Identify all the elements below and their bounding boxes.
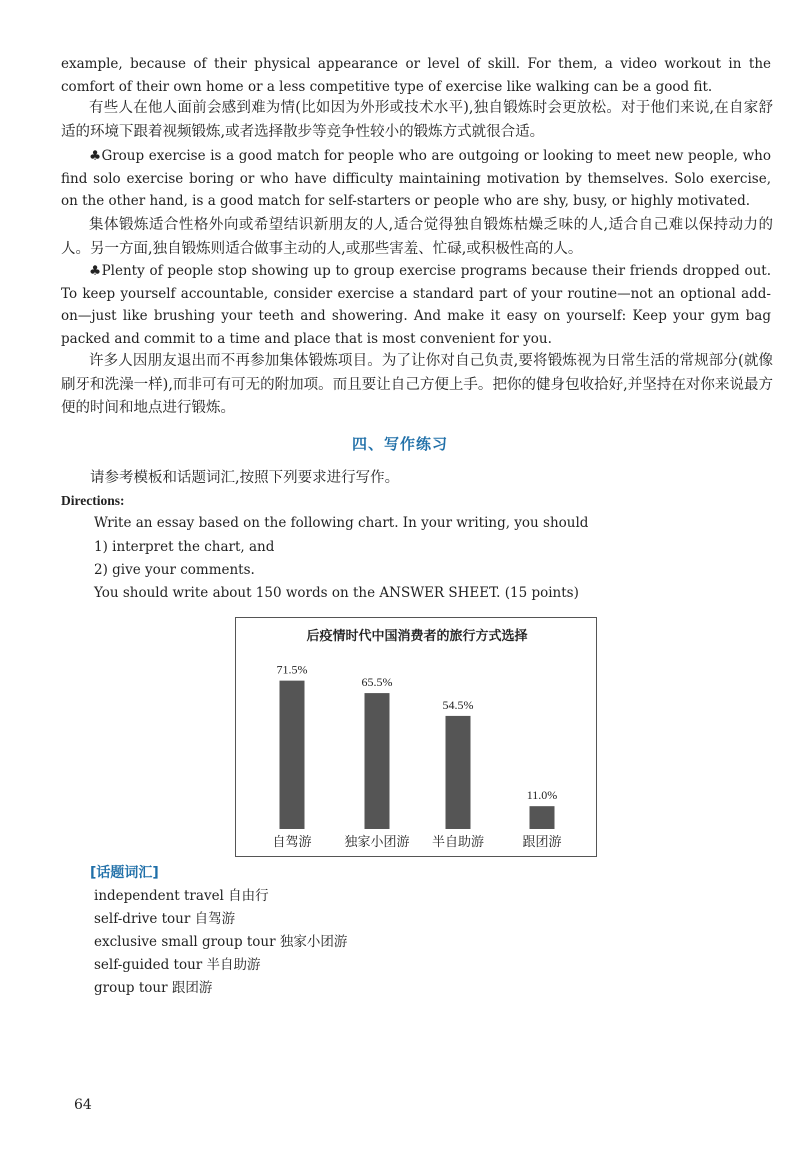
chart-title: 后疫情时代中国消费者的旅行方式选择	[306, 629, 528, 644]
paragraph-2-chinese: 集体锻炼适合性格外向或希望结识新朋友的人,适合觉得独自锻炼枯燥乏味的人,适合自己难以保持动力的人。另一方面,独自锻炼则适合做事主动的人,或那些害羞、忙碌,或积极性高的人。	[61, 217, 773, 257]
paragraph-3-chinese: 许多人因朋友退出而不再参加集体锻炼项目。为了让你对自己负责,要将锻炼视为日常生活的常规部分(就像刷牙和洗澡一样),而非可有可无的附加项。而且要让自己方便上手。把你的健身包收拾好,并坚持在对你来说最方便的时间和地点进行锻炼。	[61, 353, 773, 416]
directions-line-2: 1) interpret the chart, and	[94, 539, 275, 555]
page-number: 64	[74, 1097, 92, 1113]
club-icon: ♣	[89, 263, 102, 279]
vocab-item: independent travel 自由行	[94, 888, 269, 904]
vocab-heading: [话题词汇]	[90, 865, 159, 881]
directions-line-4: You should write about 150 words on the ANSWER SHEET. (15 points)	[94, 585, 579, 601]
bar-value-label: 54.5%	[442, 697, 474, 712]
vocab-item: self-guided tour 半自助游	[94, 957, 261, 973]
paragraph-2-english	[61, 145, 771, 213]
category-label: 半自助游	[431, 835, 485, 850]
vocab-item: exclusive small group tour 独家小团游	[94, 934, 348, 950]
section-instruction: 请参考模板和话题词汇,按照下列要求进行写作。	[90, 470, 400, 486]
category-label: 跟团游	[522, 835, 562, 850]
directions-line-3: 2) give your comments.	[94, 562, 255, 578]
bar-chart-svg	[236, 618, 598, 858]
vocab-item: self-drive tour 自驾游	[94, 911, 236, 927]
bar-1	[365, 693, 390, 829]
paragraph-1-english: example, because of their physical appearance or level of skill. For them, a video workout in the comfort of their own home or a less competitive type of exercise like walking can be a good fit.	[61, 56, 771, 95]
section-title: 四、写作练习	[351, 435, 448, 453]
bar-3	[530, 806, 555, 829]
category-label: 自驾游	[272, 835, 312, 850]
bar-0	[280, 681, 305, 829]
bar-2	[446, 716, 471, 829]
bar-chart	[235, 617, 597, 857]
club-icon: ♣	[89, 148, 102, 164]
paragraph-3-english	[61, 260, 771, 350]
bar-value-label: 71.5%	[276, 662, 308, 677]
paragraph-1-chinese: 有些人在他人面前会感到难为情(比如因为外形或技术水平),独自锻炼时会更放松。对于他们来说,在自家舒适的环境下跟着视频锻炼,或者选择散步等竞争性较小的锻炼方式就很合适。	[61, 100, 773, 140]
bar-value-label: 11.0%	[526, 788, 558, 803]
bar-value-label: 65.5%	[361, 675, 393, 690]
paragraph-2-english-text: Group exercise is a good match for people who are outgoing or looking to meet new people, who find solo exercise boring or who have difficulty maintaining motivation by themselves. Solo exercise, on the other hand, is a good match for self-starters or people who are shy, busy, or highly motivated.	[61, 148, 772, 209]
directions-line-1: Write an essay based on the following chart. In your writing, you should	[94, 515, 589, 531]
paragraph-3-english-text: Plenty of people stop showing up to group exercise programs because their friends dropped out. To keep yourself accountable, consider exercise a standard part of your routine—not an optional add-on—just like brushing your teeth and showering. And make it easy on yourself: Keep your gym bag packed and commit to a time and place that is most convenient for you.	[61, 263, 771, 347]
vocab-item: group tour 跟团游	[94, 980, 213, 996]
directions-label: Directions:	[61, 493, 125, 508]
category-label: 独家小团游	[344, 835, 410, 850]
